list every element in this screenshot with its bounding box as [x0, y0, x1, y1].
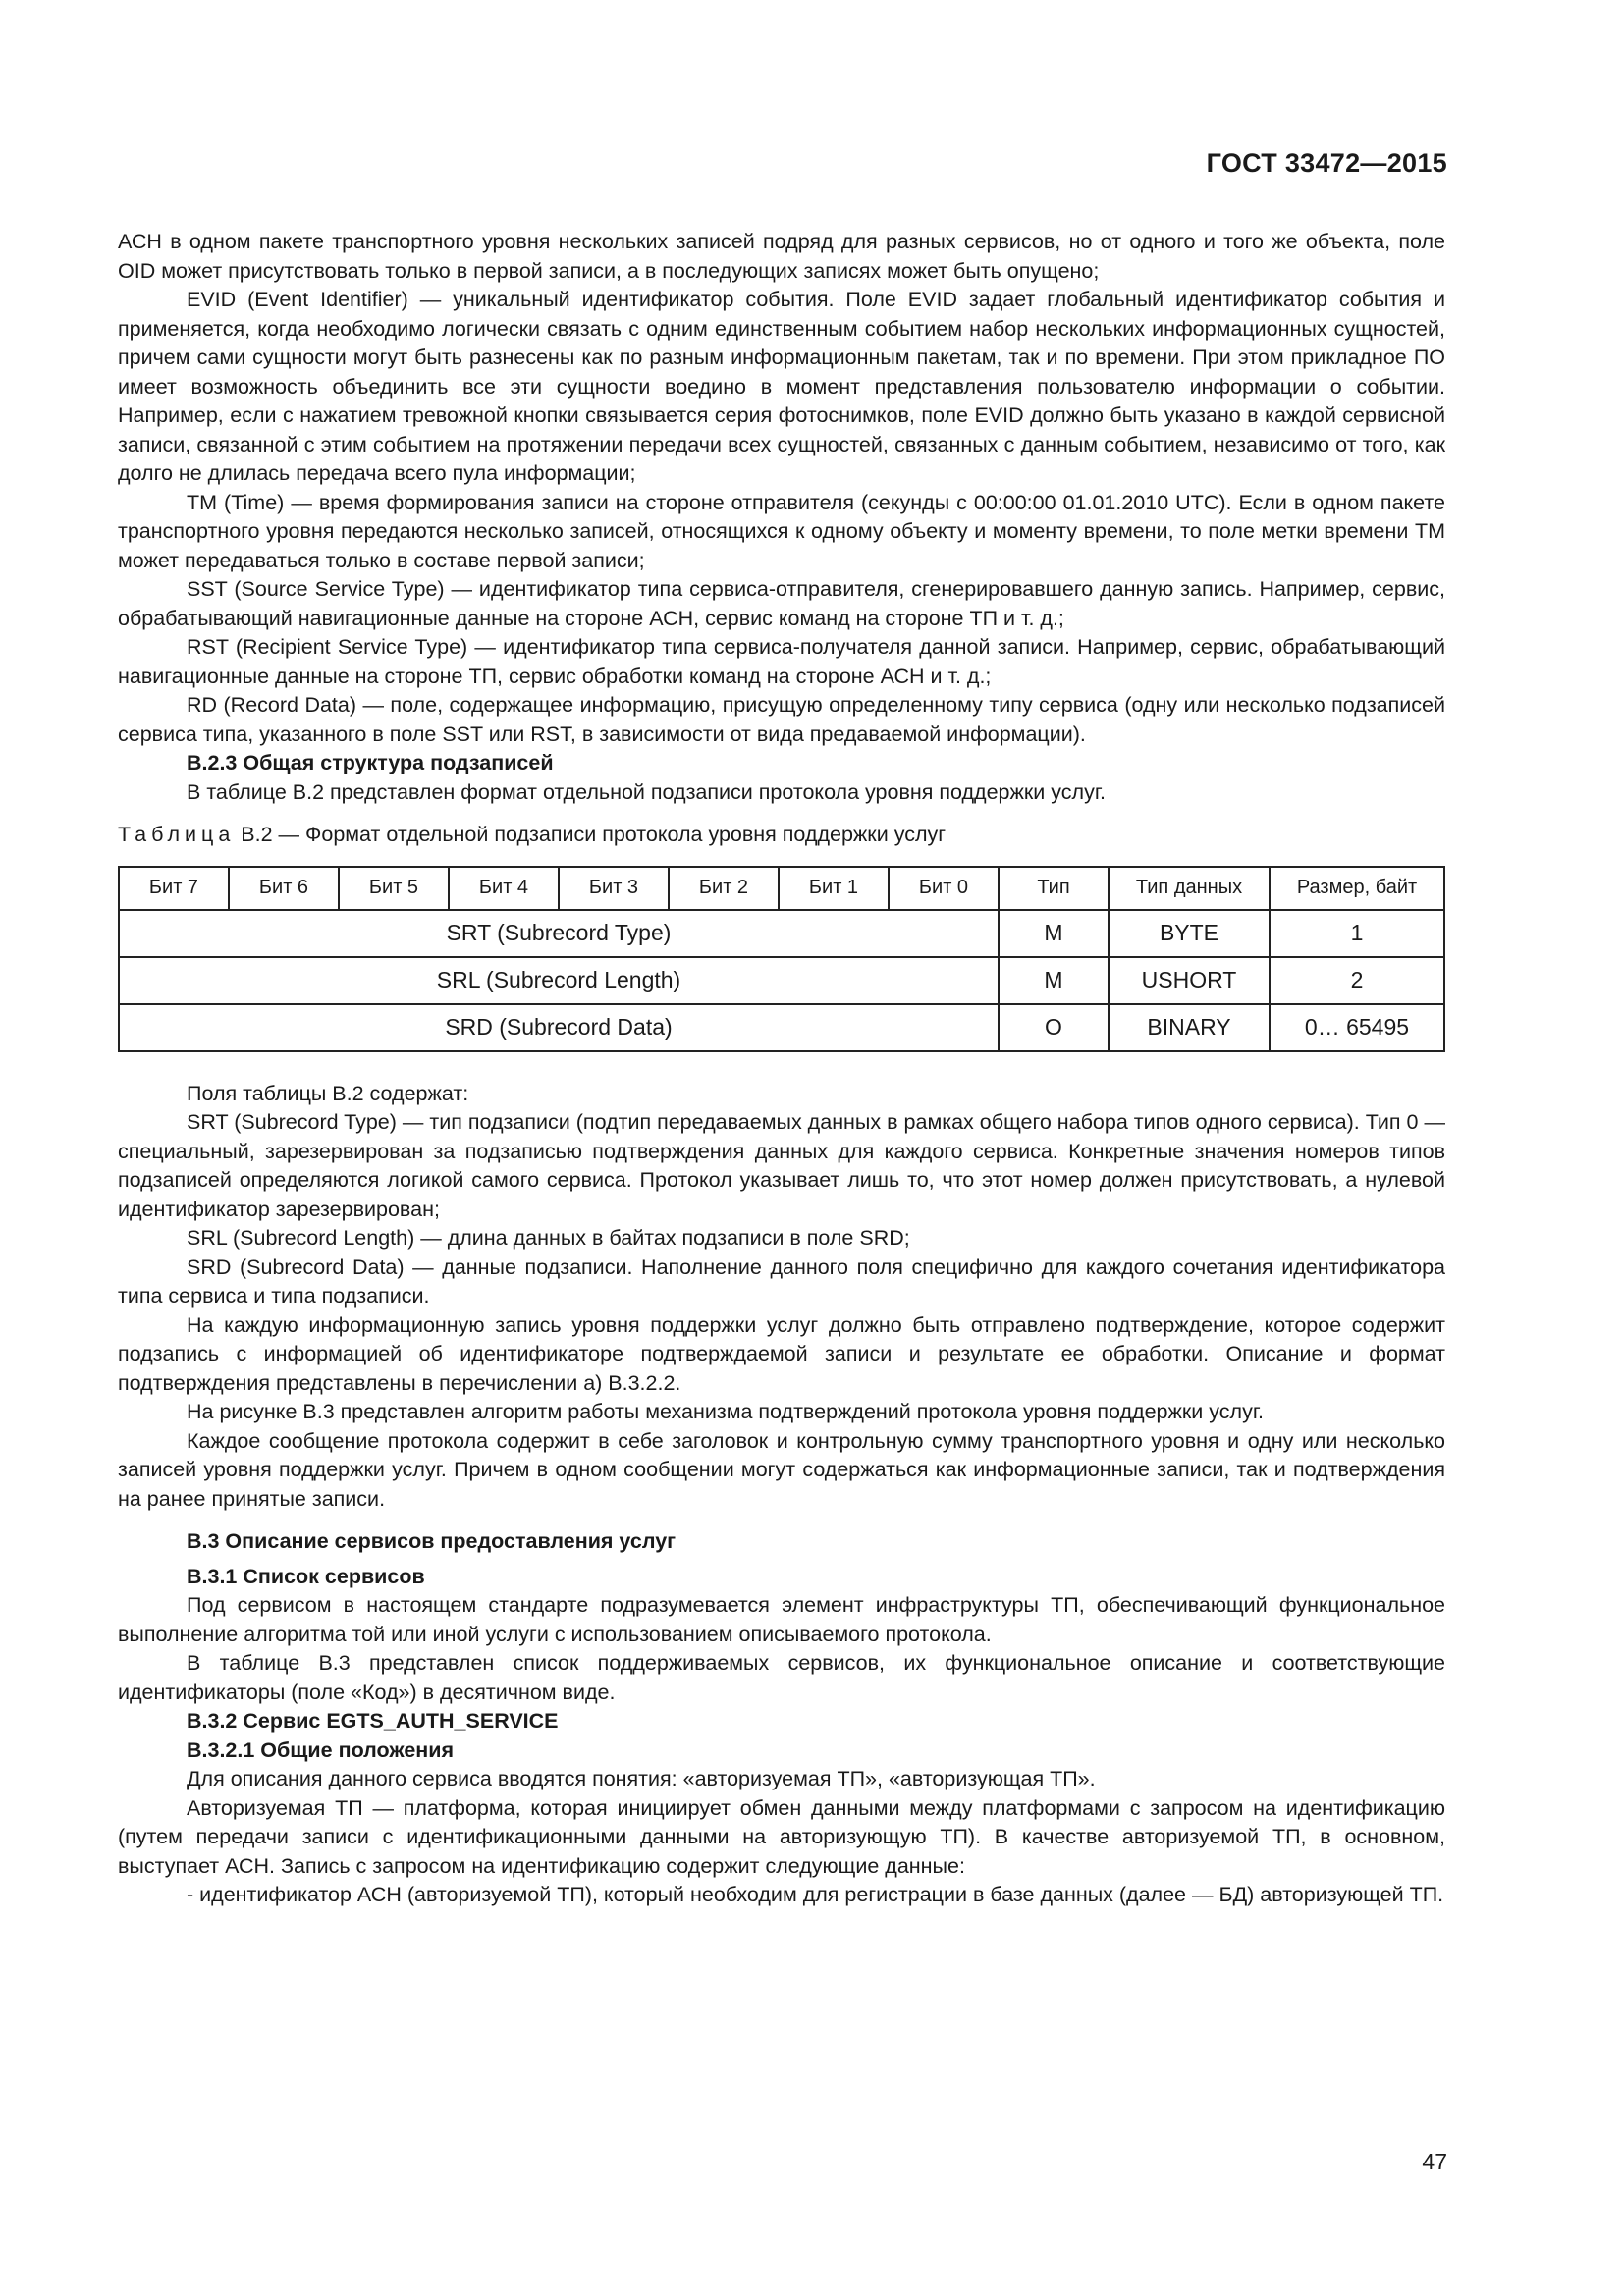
header-cell-bit0: Бит 0 [889, 867, 999, 910]
cell-size: 2 [1270, 957, 1444, 1004]
paragraph-evid: EVID (Event Identifier) — уникальный идентификатор события. Поле EVID задает глобальный идентификатор события и применяется, когда необходимо логически связать с одним единственным событием набор нескольких информационных сущностей, причем сами сущности могут быть разнесены как по разным информационным пакетам, так и по времени. При этом прикладное ПО имеет возможность объединить все эти сущности воедино в момент представления пользователю информации о событии. Например, если с нажатием тревожной кнопки связывается серия фотоснимков, поле EVID должно быть указано в каждой сервисной записи, связанной с этим событием на протяжении передачи всех сущностей, связанных с данным событием, независимо от того, как долго не длилась передача всего пула информации; [118, 288, 1445, 485]
cell-field: SRD (Subrecord Data) [119, 1004, 999, 1051]
table-caption-text: В.2 — Формат отдельной подзаписи протокола уровня поддержки услуг [241, 823, 947, 846]
header-cell-bit2: Бит 2 [669, 867, 779, 910]
paragraph-service-definition: Под сервисом в настоящем стандарте подразумевается элемент инфраструктуры ТП, обеспечивающий функциональное выполнение алгоритма той или иной услуги с использованием описываемого протокола. [118, 1593, 1445, 1646]
header-cell-size: Размер, байт [1270, 867, 1444, 910]
cell-type: O [999, 1004, 1109, 1051]
table-caption-label: Таблица [118, 823, 236, 846]
cell-data-type: BINARY [1109, 1004, 1270, 1051]
section-heading-b32: В.3.2 Сервис EGTS_AUTH_SERVICE [187, 1709, 559, 1733]
paragraph-table-b3-ref: В таблице В.3 представлен список поддерживаемых сервисов, их функциональное описание и соответствующие идентификаторы (поле «Код») в десятичном виде. [118, 1651, 1445, 1704]
paragraph-rst: RST (Recipient Service Type) — идентификатор типа сервиса-получателя данной записи. Например, сервис, обрабатывающий навигационные данные на стороне ТП, сервис обработки команд на стороне АСН и т. д.; [118, 635, 1445, 688]
paragraph-tm: TM (Time) — время формирования записи на стороне отправителя (секунды с 00:00:00 01.01.2010 UTC). Если в одном пакете транспортного уровня передаются несколько записей, относящихся к одному объекту и моменту времени, то поле метки времени TM может передаваться только в составе первой записи; [118, 490, 1445, 572]
section-heading-b31: В.3.1 Список сервисов [187, 1564, 425, 1588]
section-heading-b23: В.2.3 Общая структура подзаписей [187, 751, 554, 774]
cell-size: 1 [1270, 910, 1444, 957]
paragraph-message-structure: Каждое сообщение протокола содержит в себе заголовок и контрольную сумму транспортного уровня и одну или несколько записей уровня поддержки услуг. Причем в одном сообщении могут содержаться как информационные записи, так и подтверждения на ранее принятые записи. [118, 1428, 1445, 1511]
main-text [118, 228, 1445, 1910]
cell-type: M [999, 957, 1109, 1004]
paragraph-concepts: Для описания данного сервиса вводятся понятия: «авторизуемая ТП», «авторизующая ТП». [187, 1767, 1096, 1790]
table-row [119, 910, 1444, 957]
paragraph-table-fields: Поля таблицы В.2 содержат: [187, 1081, 469, 1105]
table-row [119, 1004, 1444, 1051]
header-cell-type: Тип [999, 867, 1109, 910]
paragraph-srd: SRD (Subrecord Data) — данные подзаписи. Наполнение данного поля специфично для каждого сочетания идентификатора типа сервиса и типа подзаписи. [118, 1255, 1445, 1308]
table-row [119, 957, 1444, 1004]
paragraph-figure-b3: На рисунке В.3 представлен алгоритм работы механизма подтверждений протокола уровня поддержки услуг. [187, 1400, 1265, 1423]
cell-field: SRL (Subrecord Length) [119, 957, 999, 1004]
cell-data-type: BYTE [1109, 910, 1270, 957]
paragraph-sst: SST (Source Service Type) — идентификатор типа сервиса-отправителя, сгенерировавшего данную запись. Например, сервис, обрабатывающий навигационные данные на стороне АСН, сервис команд на стороне ТП и т. д.; [118, 577, 1445, 630]
paragraph-srl: SRL (Subrecord Length) — длина данных в байтах подзаписи в поле SRD; [187, 1226, 910, 1250]
header-cell-bit5: Бит 5 [339, 867, 449, 910]
cell-data-type: USHORT [1109, 957, 1270, 1004]
cell-size: 0… 65495 [1270, 1004, 1444, 1051]
cell-field: SRT (Subrecord Type) [119, 910, 999, 957]
paragraph-authorized-platform: Авторизуемая ТП — платформа, которая инициирует обмен данными между платформами с запросом на идентификацию (путем передачи записи с идентификационными данными на авторизующую ТП). В качестве авторизуемой ТП, в основном, выступает АСН. Запись с запросом на идентификацию содержит следующие данные: [118, 1795, 1445, 1878]
header-cell-bit4: Бит 4 [449, 867, 559, 910]
paragraph-rd: RD (Record Data) — поле, содержащее информацию, присущую определенному типу сервиса (одну или несколько подзаписей сервиса типа, указанного в поле SST или RST, в зависимости от вида предаваемой информации). [118, 693, 1445, 746]
standard-header: ГОСТ 33472—2015 [1206, 148, 1447, 178]
paragraph-oid: АСН в одном пакете транспортного уровня нескольких записей подряд для разных сервисов, но от одного и того же объекта, поле OID может присутствовать только в первой записи, а в последующих записях может быть опущено; [118, 230, 1445, 283]
subrecord-format-table [118, 866, 1445, 1052]
section-heading-b3: В.3 Описание сервисов предоставления услуг [187, 1529, 677, 1553]
table-caption [118, 821, 1445, 850]
section-heading-b321: В.3.2.1 Общие положения [187, 1737, 455, 1762]
paragraph-identifier-item: - идентификатор АСН (авторизуемой ТП), который необходим для регистрации в базе данных (далее — БД) авторизующей ТП. [187, 1883, 1444, 1906]
paragraph-confirmation: На каждую информационную запись уровня поддержки услуг должно быть отправлено подтверждение, которое содержит подзапись с информацией об идентификаторе подтверждаемой записи и результате ее обработки. Описание и формат подтверждения представлены в перечислении а) В.3.2.2. [118, 1312, 1445, 1395]
paragraph-b23-intro: В таблице В.2 представлен формат отдельной подзаписи протокола уровня поддержки услуг. [187, 779, 1107, 804]
header-cell-data-type: Тип данных [1109, 867, 1270, 910]
paragraph-srt: SRT (Subrecord Type) — тип подзаписи (подтип передаваемых данных в рамках общего набора типов одного сервиса). Тип 0 — специальный, зарезервирован за подзаписью подтверждения данных для каждого сервиса. Конкретные значения номеров типов подзаписей определяются логикой самого сервиса. Протокол указывает лишь то, что этот номер должен присутствовать, а нулевой идентификатор зарезервирован; [118, 1110, 1445, 1221]
header-cell-bit7: Бит 7 [119, 867, 229, 910]
header-cell-bit6: Бит 6 [229, 867, 339, 910]
page-number: 47 [1422, 2149, 1447, 2174]
header-cell-bit1: Бит 1 [779, 867, 889, 910]
cell-type: M [999, 910, 1109, 957]
table-header-row [119, 867, 1444, 910]
header-cell-bit3: Бит 3 [559, 867, 669, 910]
